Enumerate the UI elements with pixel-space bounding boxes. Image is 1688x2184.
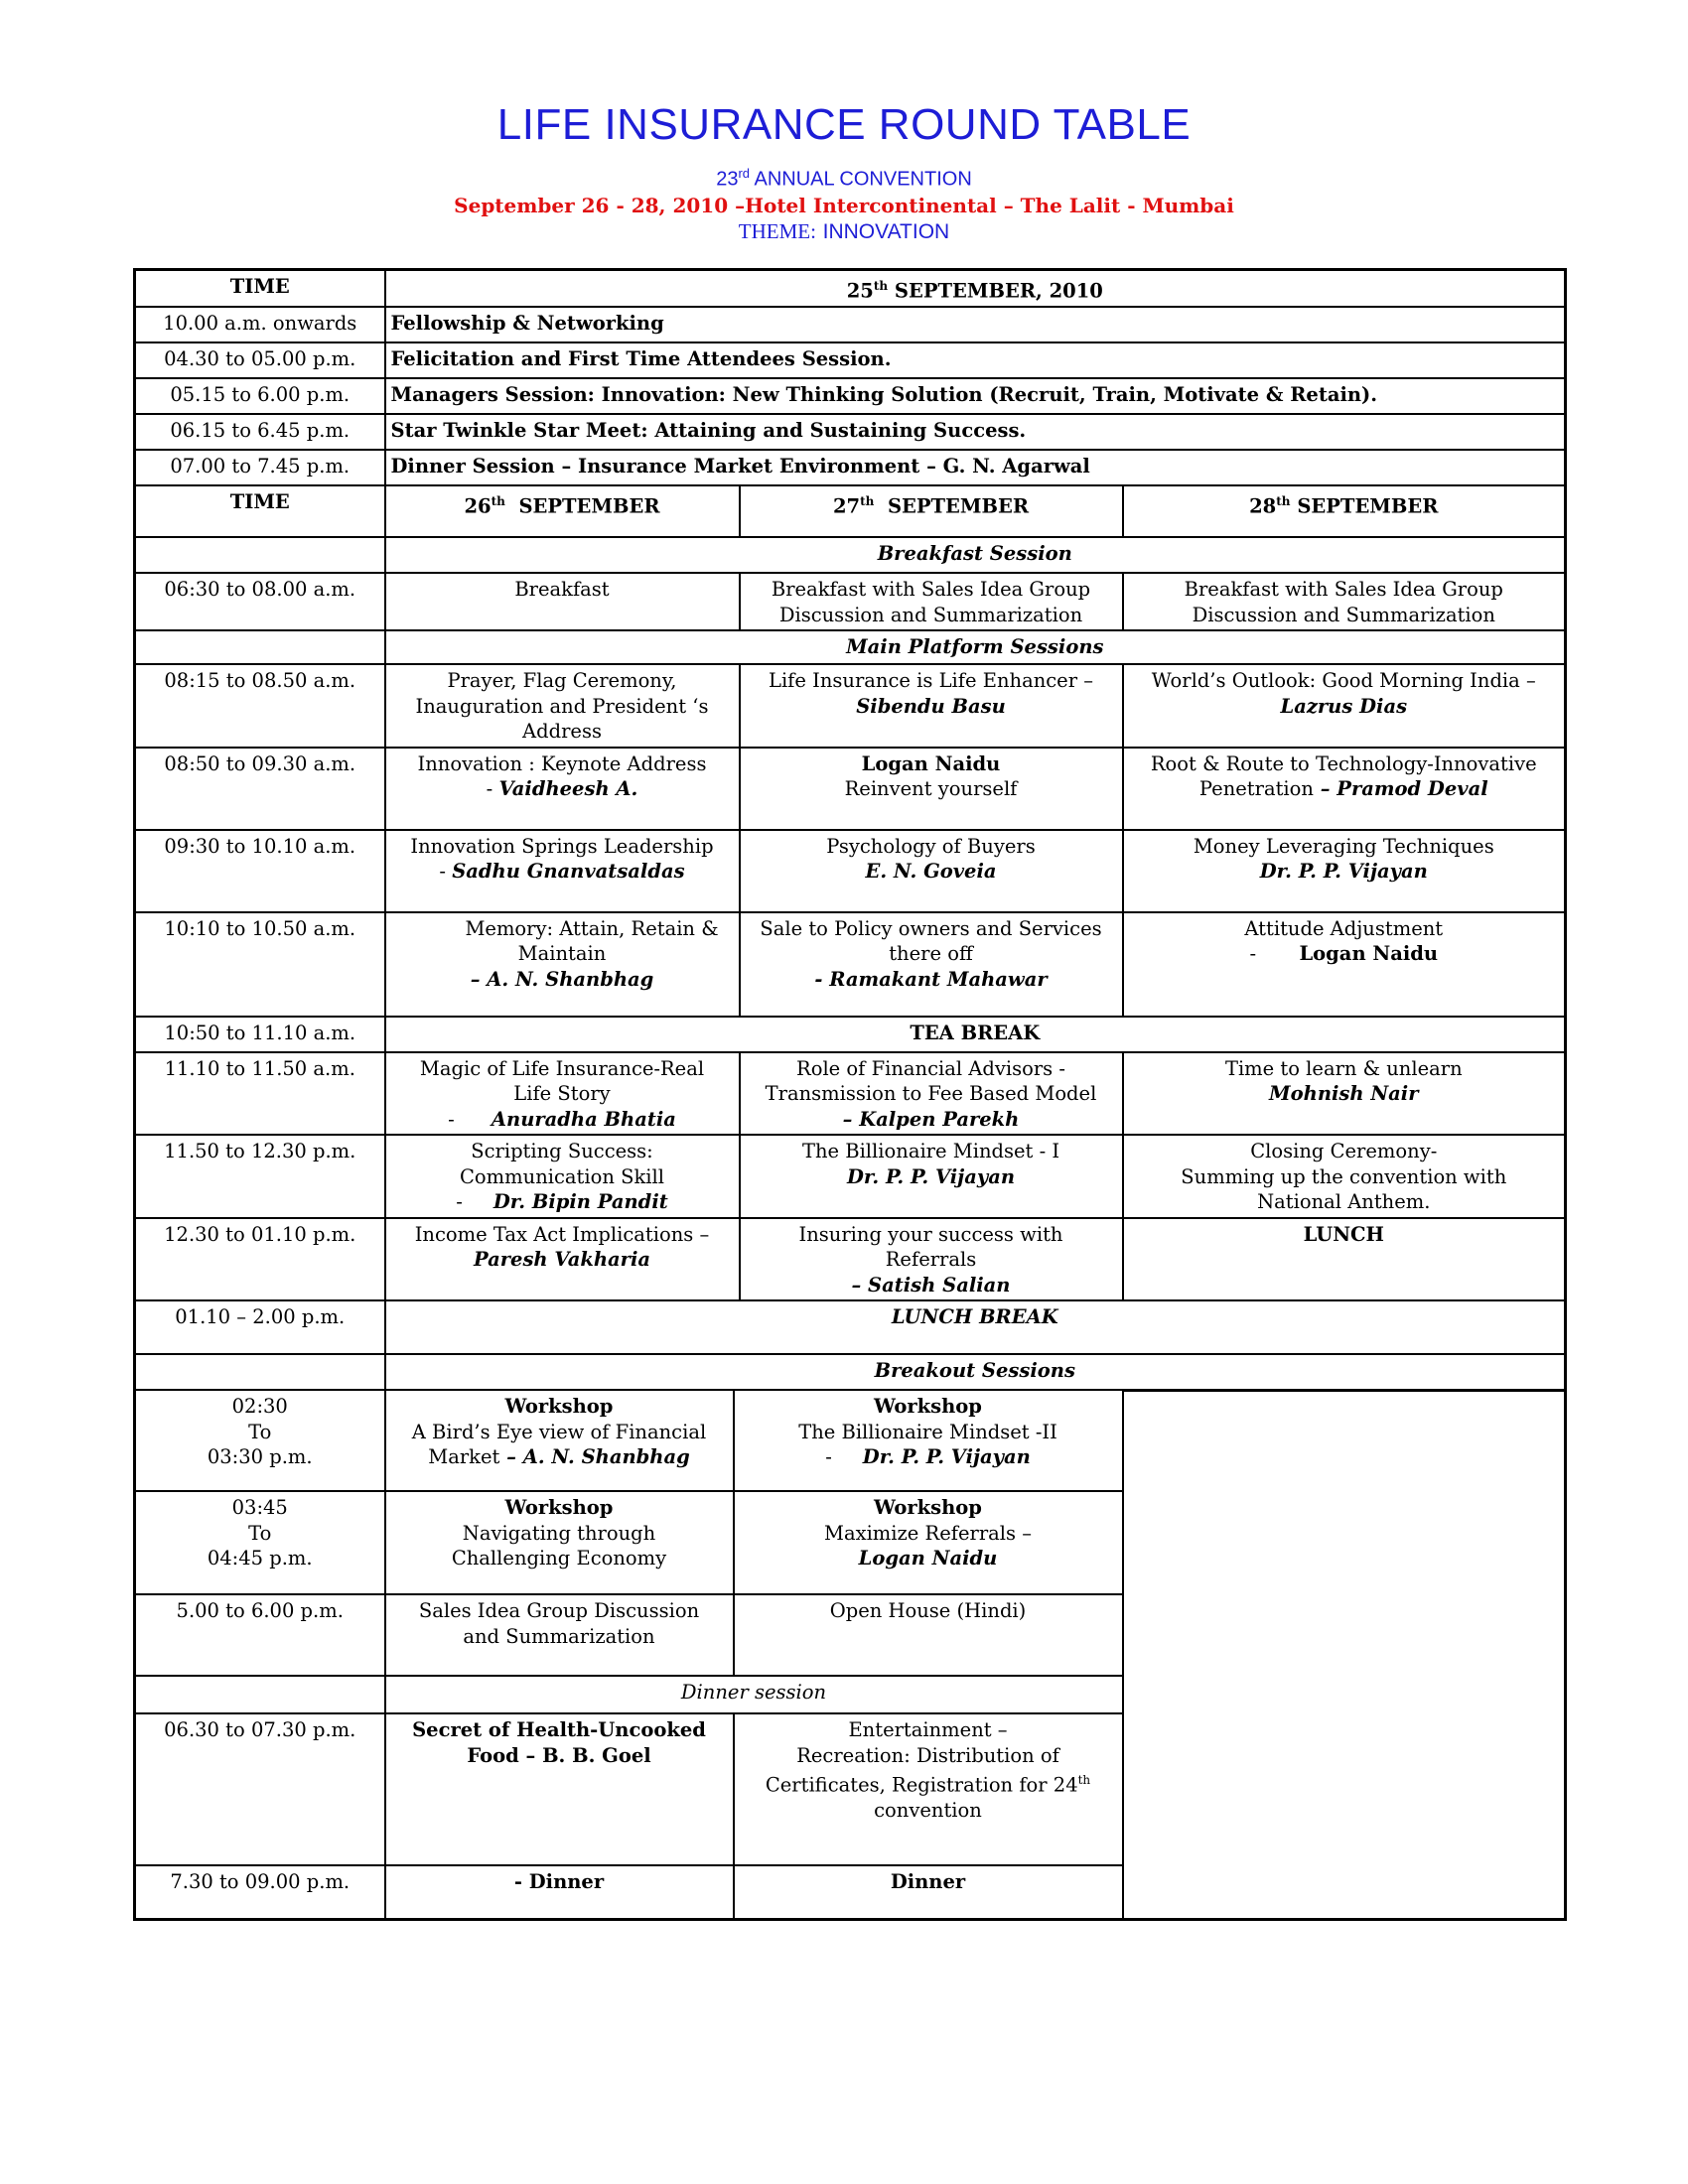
session-title: Challenging Economy: [451, 1547, 667, 1570]
session-cell: [385, 1390, 734, 1491]
session-title: Maintain: [517, 942, 607, 965]
session-cell: [740, 912, 1123, 1017]
speaker-name: Logan Naidu: [1299, 942, 1439, 965]
time-cell: 04.30 to 05.00 p.m.: [135, 342, 385, 378]
days-header-row: [135, 485, 1566, 537]
time-cell: [135, 1491, 385, 1594]
session-cell: [385, 1491, 734, 1594]
session-title: Prayer, Flag Ceremony,: [447, 669, 677, 692]
convention-ordinal: 23: [716, 168, 739, 191]
workshop-row: [135, 1390, 1566, 1491]
time-cell: 01.10 – 2.00 p.m.: [135, 1300, 385, 1354]
session-title: Entertainment –: [848, 1718, 1008, 1741]
session-title: Insuring your success with: [798, 1222, 1063, 1246]
session-title: Reinvent yourself: [844, 777, 1018, 800]
session-cell: [385, 664, 740, 748]
speaker-name: Dr. P. P. Vijayan: [1259, 860, 1428, 883]
convention-subtitle: [0, 161, 1688, 193]
lunch-break-row: [135, 1300, 1566, 1354]
session-title: Income Tax Act Implications –: [414, 1222, 710, 1246]
session-cell: [734, 1390, 1123, 1491]
schedule-row: [135, 830, 1566, 912]
session-title: Breakfast with Sales Idea Group: [1184, 578, 1503, 601]
time-to: To: [248, 1420, 272, 1443]
day-suffix: th: [491, 494, 505, 508]
section-row: [135, 630, 1566, 664]
speaker-prefix: -: [486, 777, 499, 800]
empty-time-cell: [135, 630, 385, 664]
empty-time-cell: [135, 1354, 385, 1390]
session-title: Address: [522, 720, 602, 743]
session-cell: [1123, 664, 1566, 748]
day-month: SEPTEMBER: [1297, 494, 1439, 518]
schedule-row: [135, 573, 1566, 630]
session-cell: [385, 912, 740, 1017]
time-cell: 5.00 to 6.00 p.m.: [135, 1594, 385, 1676]
time-cell: [135, 1390, 385, 1491]
time-end: 03:30 p.m.: [207, 1445, 313, 1468]
schedule-row: [135, 1218, 1566, 1301]
speaker-name: Pramod Deval: [1336, 777, 1488, 800]
session-title: Communication Skill: [460, 1164, 664, 1188]
event-cell: Managers Session: Innovation: New Thinking Solution (Recruit, Train, Motivate & Retain).: [385, 378, 1566, 414]
session-title: Money Leveraging Techniques: [1193, 834, 1494, 858]
speaker-name: Dr. P. P. Vijayan: [862, 1445, 1031, 1468]
session-title: Root & Route to Technology-Innovative: [1150, 751, 1537, 775]
day-28-header: [1123, 485, 1566, 537]
session-cell: [1123, 912, 1566, 1017]
session-cell: [1123, 1135, 1566, 1218]
session-title: there off: [889, 942, 973, 965]
speaker-name: Mohnish Nair: [1269, 1082, 1419, 1105]
session-cell: - Dinner: [385, 1865, 734, 1919]
workshop-label: Workshop: [504, 1395, 614, 1418]
sept25-row: [135, 307, 1566, 342]
workshop-label: Workshop: [504, 1496, 614, 1519]
session-title: Psychology of Buyers: [826, 834, 1036, 858]
session-title: convention: [874, 1799, 982, 1822]
session-title: Innovation Springs Leadership: [410, 834, 714, 858]
session-title: Life Insurance is Life Enhancer –: [769, 669, 1093, 692]
time-cell: 7.30 to 09.00 p.m.: [135, 1865, 385, 1919]
time-cell: 06.15 to 6.45 p.m.: [135, 414, 385, 450]
session-cell: [740, 1052, 1123, 1136]
tea-break-row: [135, 1017, 1566, 1052]
session-title: and Summarization: [463, 1624, 655, 1648]
time-cell: 09:30 to 10.10 a.m.: [135, 830, 385, 912]
time-cell: 10.00 a.m. onwards: [135, 307, 385, 342]
lunch-break-label: LUNCH BREAK: [385, 1300, 1566, 1354]
tea-break-label: TEA BREAK: [385, 1017, 1566, 1052]
speaker-prefix: -: [825, 1445, 832, 1468]
time-cell: 06.30 to 07.30 p.m.: [135, 1713, 385, 1865]
session-title: Sale to Policy owners and Services: [760, 916, 1102, 940]
session-title: Discussion and Summarization: [778, 603, 1083, 626]
time-cell: 11.10 to 11.50 a.m.: [135, 1052, 385, 1136]
session-title: Summing up the convention with: [1181, 1164, 1507, 1188]
speaker-prefix: -: [439, 860, 453, 883]
speaker-name: Logan Naidu: [861, 751, 1001, 775]
session-cell: [385, 1713, 734, 1865]
time-cell: 12.30 to 01.10 p.m.: [135, 1218, 385, 1301]
session-cell: [740, 748, 1123, 830]
speaker-name: – A. N. Shanbhag: [499, 1445, 690, 1468]
sept25-row: [135, 342, 1566, 378]
session-title: Memory: Attain, Retain &: [465, 916, 719, 940]
session-title: Certificates, Registration for 24: [765, 1773, 1078, 1797]
schedule-row: [135, 1135, 1566, 1218]
time-cell: 08:50 to 09.30 a.m.: [135, 748, 385, 830]
session-title: World’s Outlook: Good Morning India –: [1151, 669, 1536, 692]
session-cell: [385, 1052, 740, 1136]
time-cell: 06:30 to 08.00 a.m.: [135, 573, 385, 630]
session-title: Discussion and Summarization: [1192, 603, 1495, 626]
time-start: 02:30: [231, 1395, 288, 1418]
session-title: Maximize Referrals –: [823, 1521, 1032, 1545]
session-title: Closing Ceremony-: [1250, 1140, 1438, 1162]
speaker-name: Lazrus Dias: [1280, 694, 1408, 718]
time-cell: 08:15 to 08.50 a.m.: [135, 664, 385, 748]
section-row: [135, 537, 1566, 573]
empty-time-cell: [135, 1676, 385, 1713]
event-cell: Dinner Session – Insurance Market Environment – G. N. Agarwal: [385, 450, 1566, 485]
speaker-name: – A. N. Shanbhag: [470, 967, 654, 991]
workshop-label: Workshop: [874, 1496, 982, 1519]
dinner-section-label: Dinner session: [385, 1676, 1123, 1713]
session-title: Transmission to Fee Based Model: [765, 1082, 1097, 1105]
session-cell: Breakfast: [385, 573, 740, 630]
convention-label: ANNUAL CONVENTION: [754, 168, 972, 191]
session-title: Recreation: Distribution of: [796, 1743, 1059, 1767]
session-title: Market: [428, 1445, 500, 1468]
speaker-name: Vaidheesh A.: [498, 777, 638, 800]
session-title: Innovation : Keynote Address: [417, 751, 707, 775]
session-title: The Billionaire Mindset - I: [801, 1140, 1060, 1162]
speaker-name: Dr. Bipin Pandit: [492, 1190, 668, 1213]
session-title: Life Story: [513, 1082, 611, 1105]
session-title: A Bird’s Eye view of Financial: [411, 1420, 707, 1443]
speaker-name: Paresh Vakharia: [473, 1248, 650, 1271]
sept25-date-header: [385, 270, 1566, 308]
speaker-name: - Ramakant Mahawar: [814, 967, 1048, 991]
session-cell: [385, 748, 740, 830]
day-27-header: [740, 485, 1123, 537]
schedule-row: [135, 912, 1566, 1017]
session-cell: [1123, 1052, 1566, 1136]
schedule-table: [133, 268, 1567, 1921]
time-cell: 05.15 to 6.00 p.m.: [135, 378, 385, 414]
schedule-row: [135, 664, 1566, 748]
session-cell: [740, 573, 1123, 630]
speaker-name: – Satish Salian: [851, 1273, 1011, 1297]
speaker-name: Dr. P. P. Vijayan: [846, 1164, 1016, 1188]
date-suffix: th: [873, 279, 889, 293]
day-suffix: th: [860, 494, 875, 508]
time-header: TIME: [135, 485, 385, 537]
speaker-name: Anuradha Bhatia: [491, 1107, 676, 1131]
session-title: Inauguration and President ‘s: [415, 694, 709, 718]
session-cell: [734, 1491, 1123, 1594]
day-number: 28: [1249, 494, 1277, 518]
session-title: Breakfast with Sales Idea Group: [771, 578, 1091, 601]
time-cell: 10:10 to 10.50 a.m.: [135, 912, 385, 1017]
speaker-prefix: -: [456, 1190, 463, 1213]
speaker-prefix: -: [1249, 942, 1257, 965]
session-cell: [385, 830, 740, 912]
day-suffix: th: [1276, 494, 1291, 508]
session-cell: [385, 1594, 734, 1676]
speaker-separator: –: [1313, 777, 1337, 800]
page-title: LIFE INSURANCE ROUND TABLE: [496, 100, 1192, 149]
session-title: Role of Financial Advisors -: [796, 1056, 1065, 1080]
date-rest: SEPTEMBER, 2010: [894, 279, 1103, 303]
speaker-prefix: -: [448, 1107, 455, 1131]
section-row: [135, 1354, 1566, 1390]
session-title: Referrals: [885, 1248, 977, 1271]
breakfast-section-label: Breakfast Session: [385, 537, 1566, 573]
speaker-name: Logan Naidu: [858, 1547, 998, 1570]
lunch-cell: LUNCH: [1123, 1218, 1566, 1301]
session-title: Attitude Adjustment: [1244, 916, 1444, 940]
session-cell: [385, 1135, 740, 1218]
time-to: To: [248, 1521, 272, 1545]
speaker-name: – Kalpen Parekh: [842, 1107, 1020, 1131]
session-title: Navigating through: [462, 1521, 656, 1545]
session-cell: [1123, 748, 1566, 830]
empty-day-28-cell: [1123, 1390, 1566, 1919]
speaker-name: E. N. Goveia: [865, 860, 997, 883]
session-cell: Dinner: [734, 1865, 1123, 1919]
theme-value: INNOVATION: [822, 219, 950, 243]
breakout-section-label: Breakout Sessions: [385, 1354, 1566, 1390]
session-cell: [740, 830, 1123, 912]
workshop-label: Workshop: [874, 1395, 982, 1418]
theme-label: THEME:: [738, 218, 816, 243]
main-platform-section-label: Main Platform Sessions: [385, 630, 1566, 664]
sept25-row: [135, 450, 1566, 485]
day-month: SEPTEMBER: [518, 494, 660, 518]
session-cell: Open House (Hindi): [734, 1594, 1123, 1676]
event-cell: Fellowship & Networking: [385, 307, 1566, 342]
theme-line: [0, 218, 1688, 245]
session-title: Penetration: [1198, 777, 1314, 800]
ordinal-suffix: th: [1077, 1773, 1091, 1787]
time-header: TIME: [135, 270, 385, 308]
sept25-row: [135, 378, 1566, 414]
event-cell: Felicitation and First Time Attendees Session.: [385, 342, 1566, 378]
event-cell: Star Twinkle Star Meet: Attaining and Sustaining Success.: [385, 414, 1566, 450]
day-month: SEPTEMBER: [887, 494, 1030, 518]
day-26-header: [385, 485, 740, 537]
day-number: 27: [832, 494, 861, 518]
date-day: 25: [846, 279, 874, 303]
dates-venue: September 26 - 28, 2010 –Hotel Intercontinental – The Lalit - Mumbai: [454, 193, 1234, 217]
session-cell: [385, 1218, 740, 1301]
time-cell: 11.50 to 12.30 p.m.: [135, 1135, 385, 1218]
session-title: National Anthem.: [1257, 1190, 1431, 1213]
speaker-name: Sadhu Gnanvatsaldas: [452, 860, 685, 883]
session-title: The Billionaire Mindset -II: [798, 1420, 1057, 1443]
schedule-row: [135, 1052, 1566, 1136]
session-title: Magic of Life Insurance-Real: [419, 1056, 705, 1080]
empty-time-cell: [135, 537, 385, 573]
session-cell: [1123, 573, 1566, 630]
session-cell: [740, 664, 1123, 748]
session-title: Time to learn & unlearn: [1224, 1056, 1463, 1080]
page-header: [0, 99, 1688, 245]
session-title: Secret of Health-Uncooked: [412, 1718, 706, 1741]
session-cell: [740, 1135, 1123, 1218]
convention-ordinal-suffix: rd: [738, 166, 751, 181]
schedule-row: [135, 748, 1566, 830]
session-cell: [740, 1218, 1123, 1301]
day-number: 26: [464, 494, 492, 518]
session-title: Scripting Success:: [471, 1140, 653, 1162]
session-cell: [734, 1713, 1123, 1865]
time-cell: 10:50 to 11.10 a.m.: [135, 1017, 385, 1052]
session-cell: [1123, 830, 1566, 912]
session-title: Sales Idea Group Discussion: [418, 1599, 700, 1622]
time-start: 03:45: [231, 1496, 288, 1519]
time-cell: 07.00 to 7.45 p.m.: [135, 450, 385, 485]
time-end: 04:45 p.m.: [207, 1547, 313, 1570]
sept25-row: [135, 414, 1566, 450]
sept25-header-row: [135, 270, 1566, 308]
session-title: Food – B. B. Goel: [467, 1743, 651, 1767]
speaker-name: Sibendu Basu: [856, 694, 1006, 718]
